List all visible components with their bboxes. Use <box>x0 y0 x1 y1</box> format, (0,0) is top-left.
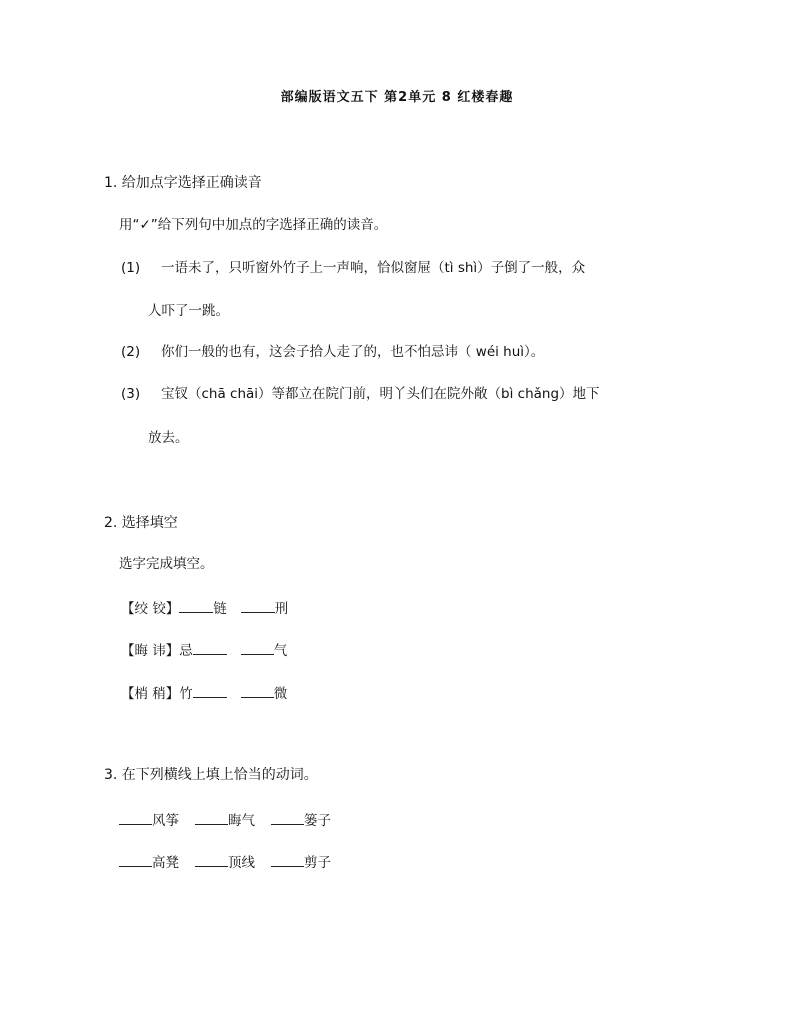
blank-line[interactable] <box>241 685 274 698</box>
word-part: 链 <box>213 601 227 617</box>
item-number: (2) <box>121 344 141 360</box>
word-part: 微 <box>273 686 288 702</box>
item-text: 你们一般的也有，这会子拾人走了的，也不怕忌讳（ wéi huì）。 <box>161 344 545 360</box>
question-1-heading: 1. 给加点字选择正确读音 <box>104 175 262 191</box>
question-1-instruction: 用“✓”给下列句中加点的字选择正确的读音。 <box>119 217 388 233</box>
word-part: 忌 <box>179 643 193 659</box>
question-2-instruction: 选字完成填空。 <box>119 556 214 572</box>
blank-line[interactable] <box>179 600 213 613</box>
blank-line[interactable] <box>119 812 152 825</box>
question-1-item-1 <box>121 262 585 276</box>
noun-word: 顶线 <box>228 855 255 871</box>
word-part: 竹 <box>179 686 193 702</box>
question-3-heading: 3. 在下列横线上填上恰当的动词。 <box>104 767 318 783</box>
blank-line[interactable] <box>195 812 228 825</box>
fill-row-1 <box>121 600 288 617</box>
blank-line[interactable] <box>119 854 152 867</box>
blank-line[interactable] <box>241 642 274 655</box>
blank-line[interactable] <box>193 685 227 698</box>
blank-line[interactable] <box>241 600 275 613</box>
verb-row-1 <box>119 812 331 829</box>
noun-word: 篓子 <box>304 813 331 829</box>
word-part: 气 <box>273 643 288 659</box>
noun-word: 晦气 <box>228 813 255 829</box>
char-group: 【梢 稍】 <box>121 686 180 702</box>
item-number: (3) <box>121 386 141 402</box>
question-1-item-3-continued: 放去。 <box>148 430 189 446</box>
document-title: 部编版语文五下 第2单元 8 红楼春趣 <box>280 90 514 105</box>
noun-word: 高凳 <box>152 855 179 871</box>
verb-row-2 <box>119 854 331 871</box>
item-number: (1) <box>121 260 141 276</box>
item-text: 宝钗（chā chāi）等都立在院门前，明丫头们在院外敞（bì chǎng）地下 <box>161 386 600 402</box>
question-1-item-1-continued: 人吓了一跳。 <box>148 303 229 319</box>
fill-row-2 <box>121 642 287 659</box>
blank-line[interactable] <box>271 854 304 867</box>
char-group: 【晦 讳】 <box>121 643 180 659</box>
char-group: 【绞 铰】 <box>121 601 180 617</box>
blank-line[interactable] <box>271 812 304 825</box>
blank-line[interactable] <box>195 854 228 867</box>
question-1-item-3 <box>121 388 600 402</box>
noun-word: 剪子 <box>304 855 331 871</box>
blank-line[interactable] <box>193 642 227 655</box>
word-part: 刑 <box>274 601 289 617</box>
noun-word: 风筝 <box>152 813 179 829</box>
fill-row-3 <box>121 685 287 702</box>
question-1-item-2 <box>121 346 544 360</box>
item-text: 一语未了，只听窗外竹子上一声响，恰似窗屉（tì shì）子倒了一般，众 <box>161 260 586 276</box>
question-2-heading: 2. 选择填空 <box>104 515 178 531</box>
